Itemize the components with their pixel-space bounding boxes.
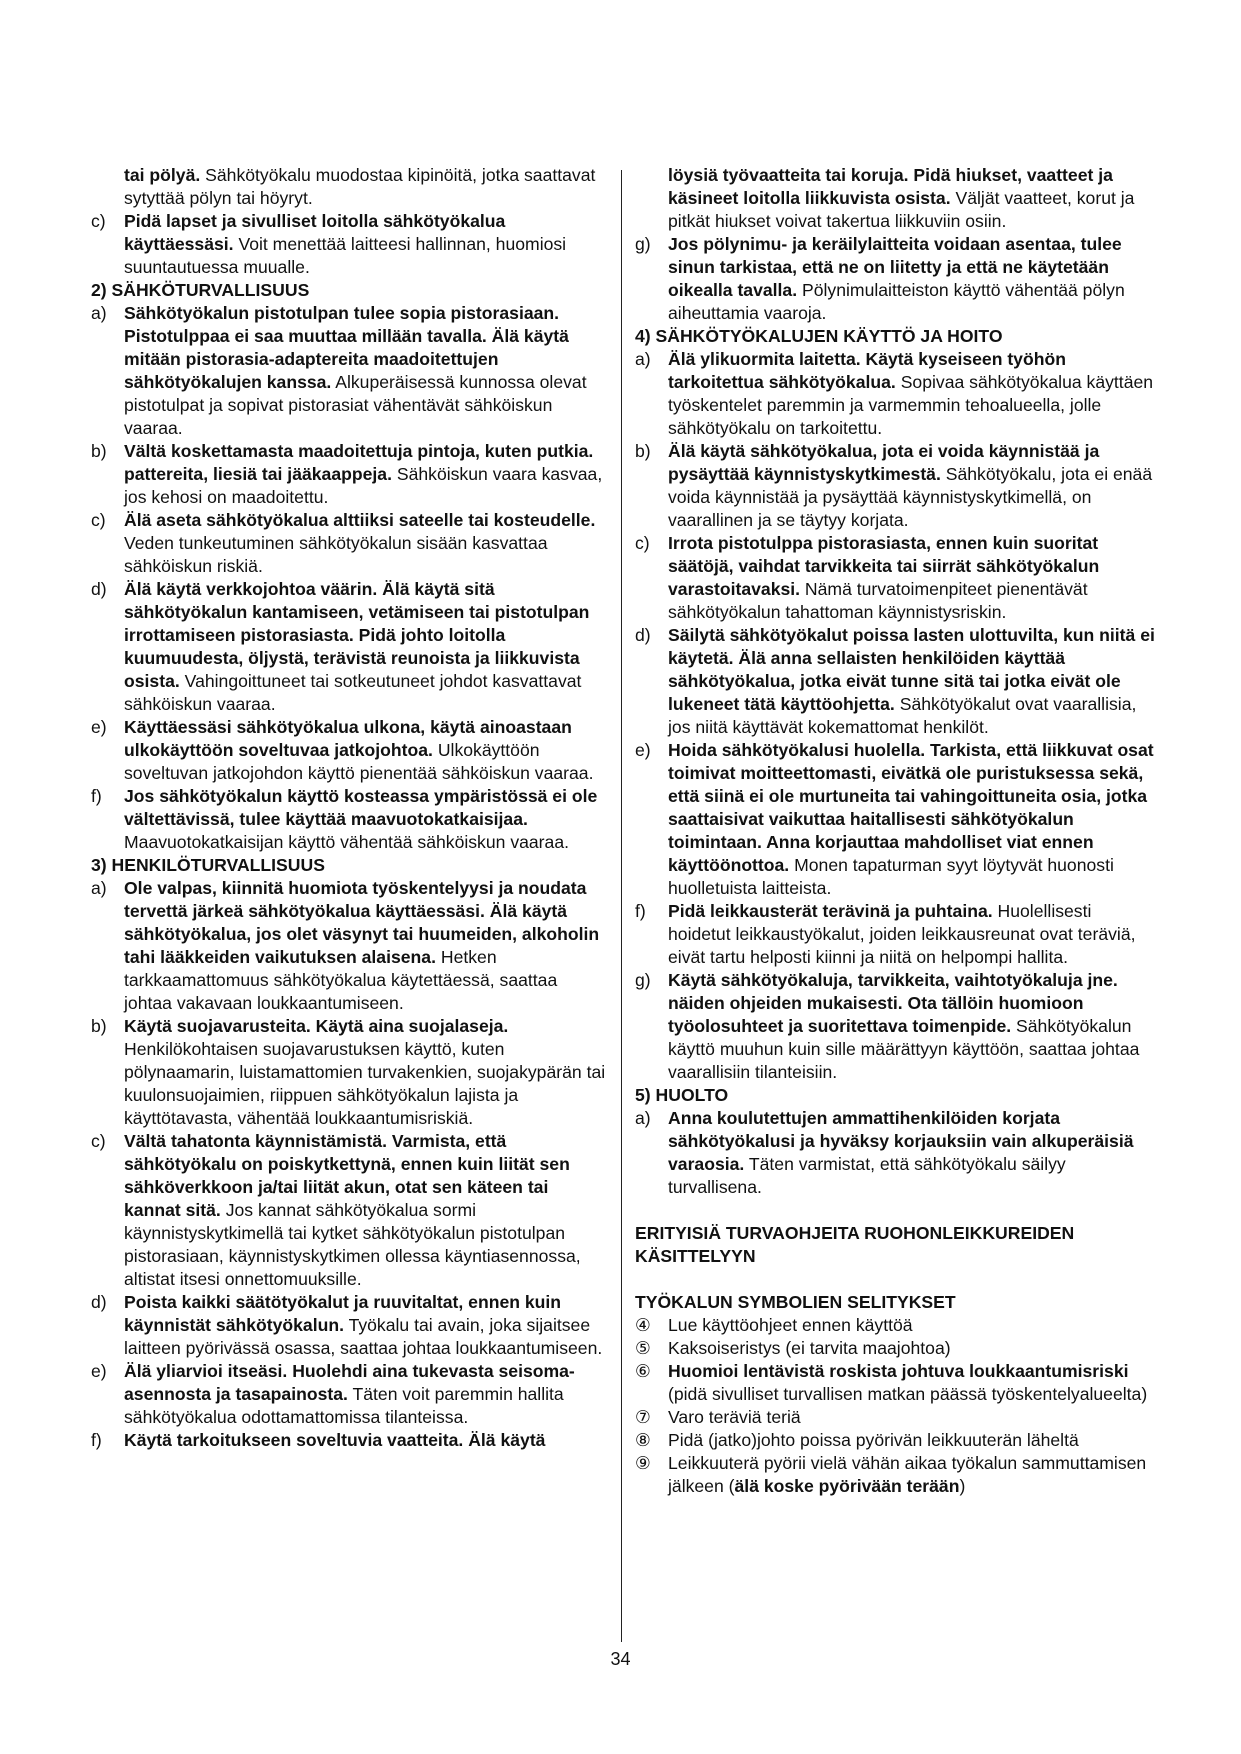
rule-2d: d) Älä käytä verkkojohtoa väärin. Älä käytä sitä sähkötyökalun kantamiseen, vetämiseen tai pistotulpan irrottamiseen pistorasiasta. Pidä johto loitolla kuumuudesta, öljystä, terävistä reunoista ja liikkuvista osista. Vahingoittuneet tai sotkeutuneet johdot kasvattavat sähköiskun vaaraa. xyxy=(91,579,590,714)
rule-3d: d) Poista kaikki säätötyökalut ja ruuvitaltat, ennen kuin käynnistät sähkötyökalun. Työkalu tai avain, joka sijaitsee laitteen pyörivässä osassa, saattaa johtaa loukkaantumiseen. xyxy=(91,1292,603,1358)
rule-3f: f) Käytä tarkoitukseen soveltuvia vaatteita. Älä käytä xyxy=(91,1430,546,1450)
symbol-6: ⑥ Huomioi lentävistä roskista johtuva loukkaantumisriski (pidä sivulliset turvallisen matkan päässä työskentelyalueelta) xyxy=(635,1361,1148,1404)
left-column xyxy=(91,164,609,1452)
section-heading-3: 3) HENKILÖTURVALLISUUS xyxy=(91,855,325,875)
rule-3e: e) Älä yliarvioi itseäsi. Huolehdi aina tukevasta seisoma-asennosta ja tasapainosta. Täten voit paremmin hallita sähkötyökalua odottamattomissa tilanteissa. xyxy=(91,1361,575,1427)
symbol-5: ⑤ Kaksoiseristys (ei tarvita maajohtoa) xyxy=(635,1338,951,1358)
rule-4b: b) Älä käytä sähkötyökalua, jota ei voida käynnistää ja pysäyttää käynnistyskytkimestä. Sähkötyökalu, jota ei enää voida käynnistää ja pysäyttää käynnistyskytkimellä, on vaarallinen ja se täytyy korjata. xyxy=(635,441,1153,530)
symbol-7: ⑦ Varo teräviä teriä xyxy=(635,1407,801,1427)
circled-7-icon: ⑦ xyxy=(635,1407,651,1427)
rule-3b: b) Käytä suojavarusteita. Käytä aina suojalaseja. Henkilökohtaisen suojavarustuksen käyttö, kuten pölynaamarin, luistamattomien turvakenkien, suojakypärän tai kuulonsuojaimien, riippuen sähkötyökalun lajista ja käyttötavasta, vähentää loukkaantumisriskiä. xyxy=(91,1016,606,1128)
rule-4d: d) Säilytä sähkötyökalut poissa lasten ulottuvilta, kun niitä ei käytetä. Älä anna sellaisten henkilöiden käyttää sähkötyökalua, jotka eivät tunne sitä tai jotka eivät ole lukeneet tätä käyttöohjetta. Sähkötyökalut ovat vaarallisia, jos niitä käyttävät kokemattomat henkilöt. xyxy=(635,625,1155,737)
section-heading-2: 2) SÄHKÖTURVALLISUUS xyxy=(91,280,310,300)
right-column xyxy=(635,164,1155,1498)
rule-3a: a) Ole valpas, kiinnitä huomiota työskentelyysi ja noudata tervettä järkeä sähkötyökalua käyttäessäsi. Älä käytä sähkötyökalua, jos olet väsynyt tai huumeiden, alkoholin tahi lääkkeiden vaikutuksen alaisena. Hetken tarkkaamattomuus sähkötyökalua käytettäessä, saattaa johtaa vakavaan loukkaantumiseen. xyxy=(91,878,600,1013)
section-heading-4: 4) SÄHKÖTYÖKALUJEN KÄYTTÖ JA HOITO xyxy=(635,326,1003,346)
rule-2f: f) Jos sähkötyökalun käyttö kosteassa ympäristössä ei ole vältettävissä, tulee käyttää maavuotokatkaisijaa. Maavuotokatkaisijan käyttö vähentää sähköiskun vaaraa. xyxy=(91,786,598,852)
rule-5a: a) Anna koulutettujen ammattihenkilöiden korjata sähkötyökalusi ja hyväksy korjauksiin vain alkuperäisiä varaosia. Täten varmistat, että sähkötyökalu säilyy turvallisena. xyxy=(635,1108,1134,1197)
symbol-8: ⑧ Pidä (jatko)johto poissa pyörivän leikkuuterän läheltä xyxy=(635,1430,1079,1450)
rule-1c: c) Pidä lapset ja sivulliset loitolla sähkötyökalua käyttäessäsi. Voit menettää laitteesi hallinnan, huomiosi suuntautuessa muualle. xyxy=(91,211,567,277)
circled-5-icon: ⑤ xyxy=(635,1338,651,1358)
rule-4f: f) Pidä leikkausterät terävinä ja puhtaina. Huolellisesti hoidetut leikkaustyökalut, joiden leikkausreunat ovat teräviä, eivät tartu helposti kiinni ja niitä on helpompi hallita. xyxy=(635,901,1136,967)
circled-9-icon: ⑨ xyxy=(635,1453,651,1473)
circled-6-icon: ⑥ xyxy=(635,1361,651,1381)
rule-4c: c) Irrota pistotulppa pistorasiasta, ennen kuin suoritat säätöjä, vaihdat tarvikkeita tai siirrät sähkötyökalun varastoitavaksi. Nämä turvatoimenpiteet pienentävät sähkötyökalun tahattoman käynnistysriskin. xyxy=(635,533,1100,622)
symbol-9: ⑨ Leikkuuterä pyörii vielä vähän aikaa työkalun sammuttamisen jälkeen (älä koske pyörivään terään) xyxy=(635,1453,1147,1496)
rule-4a: a) Älä ylikuormita laitetta. Käytä kyseiseen työhön tarkoitettua sähkötyökalua. Sopivaa sähkötyökalua käyttäen työskentelet paremmin ja varmemmin tehoalueella, jolle sähkötyökalu on tarkoitettu. xyxy=(635,349,1154,438)
page-number: 34 xyxy=(610,1649,631,1669)
circled-4-icon: ④ xyxy=(635,1315,651,1335)
special-safety-heading: ERITYISIÄ TURVAOHJEITA RUOHONLEIKKUREIDEN KÄSITTELYYN xyxy=(635,1223,1075,1266)
rule-3g: g) Jos pölynimu- ja keräilylaitteita voidaan asentaa, tulee sinun tarkistaa, että ne on liitetty ja että ne käytetään oikealla tavalla. Pölynimulaitteiston käyttö vähentää pölyn aiheuttamia vaaroja. xyxy=(635,234,1125,323)
continued-paragraph: tai pölyä. Sähkötyökalu muodostaa kipinöitä, jotka saattavat sytyttää pölyn tai höyryt. xyxy=(124,165,596,208)
circled-8-icon: ⑧ xyxy=(635,1430,651,1450)
rule-2e: e) Käyttäessäsi sähkötyökalua ulkona, käytä ainoastaan ulkokäyttöön soveltuvaa jatkojohtoa. Ulkokäyttöön soveltuvan jatkojohdon käyttö pienentää sähköiskun vaaraa. xyxy=(91,717,594,783)
rule-3c: c) Vältä tahatonta käynnistämistä. Varmista, että sähkötyökalu on poiskytkettynä, ennen kuin liität sen sähköverkkoon ja/tai liität akun, otat sen käteen tai kannat sitä. Jos kannat sähkötyökalua sormi käynnistyskytkimellä tai kytket sähkötyökalun pistotulpan pistorasiaan, käynnistyskytkimen ollessa käyntiasennossa, altistat itsesi onnettomuuksille. xyxy=(91,1131,581,1289)
rule-4g: g) Käytä sähkötyökaluja, tarvikkeita, vaihtotyökaluja jne. näiden ohjeiden mukaisesti. Ota tällöin huomioon työolosuhteet ja suoritettava toimenpide. Sähkötyökalun käyttö muuhun kuin sille määrättyyn käyttöön, saattaa johtaa vaarallisiin tilanteisiin. xyxy=(635,970,1140,1082)
rule-2b: b) Vältä koskettamasta maadoitettuja pintoja, kuten putkia. pattereita, liesiä tai jääkaappeja. Sähköiskun vaara kasvaa, jos kehosi on maadoitettu. xyxy=(91,441,603,507)
section-heading-5: 5) HUOLTO xyxy=(635,1085,729,1105)
rule-2a: a) Sähkötyökalun pistotulpan tulee sopia pistorasiaan. Pistotulppaa ei saa muuttaa millään tavalla. Älä käytä mitään pistorasia-adaptereita maadoitettujen sähkötyökalujen kanssa. Alkuperäisessä kunnossa olevat pistotulpat ja sopivat pistorasiat vähentävät sähköiskun vaaraa. xyxy=(91,303,587,438)
symbol-4: ④ Lue käyttöohjeet ennen käyttöä xyxy=(635,1315,913,1335)
column-divider xyxy=(621,170,622,1642)
rule-4e: e) Hoida sähkötyökalusi huolella. Tarkista, että liikkuvat osat toimivat moitteettomasti, eivätkä ole puristuksessa sekä, että siinä ei ole murtuneita tai vahingoittuneita osia, jotka saattaisivat vaikuttaa haitallisesti sähkötyökalun toimintaan. Anna korjauttaa mahdolliset viat ennen käyttöönottoa. Monen tapaturman syyt löytyvät huonosti huolletuista laitteista. xyxy=(635,740,1154,898)
rule-2c: c) Älä aseta sähkötyökalua alttiiksi sateelle tai kosteudelle. Veden tunkeutuminen sähkötyökalun sisään kasvattaa sähköiskun riskiä. xyxy=(91,510,596,576)
symbols-heading: TYÖKALUN SYMBOLIEN SELITYKSET xyxy=(635,1292,956,1312)
continued-paragraph: löysiä työvaatteita tai koruja. Pidä hiukset, vaatteet ja käsineet loitolla liikkuvista osista. Väljät vaatteet, korut ja pitkät hiukset voivat takertua liikkuviin osiin. xyxy=(668,165,1135,231)
